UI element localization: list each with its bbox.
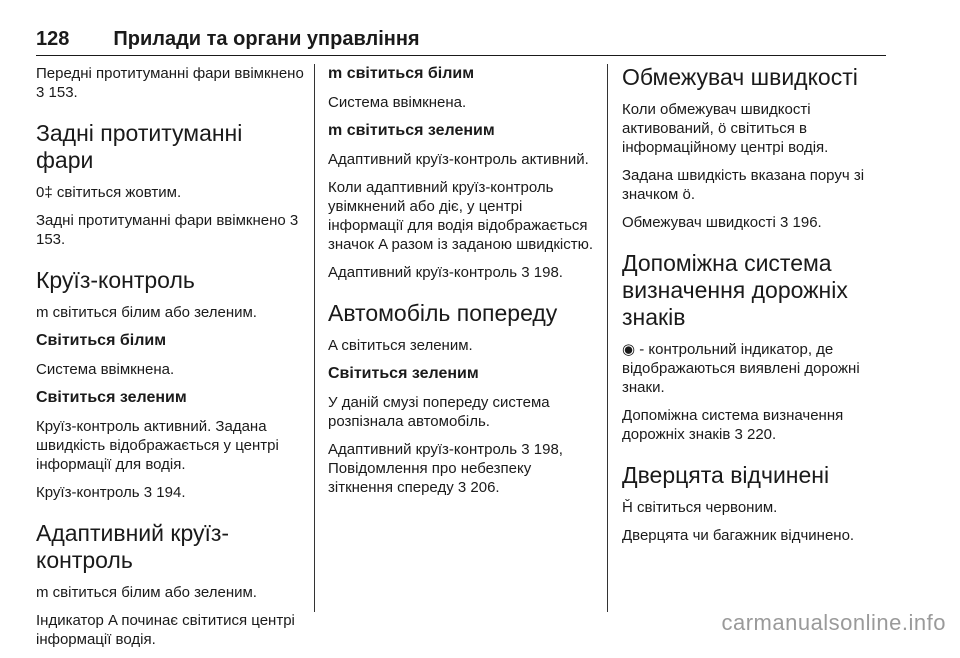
text-run: 196. xyxy=(792,214,822,231)
section-heading-adaptive: Адаптивний круїз-контроль xyxy=(36,520,230,573)
column-divider xyxy=(607,64,608,612)
text-run: - контрольний індикатор, де відображаються виявлені дорожні знаки. xyxy=(622,341,860,396)
page-ref-arrow-icon: 3 xyxy=(521,441,530,458)
text-run: 198. xyxy=(533,264,563,281)
paragraph: Система ввімкнена. xyxy=(36,361,175,378)
text-run: Адаптивний круїз-контроль xyxy=(328,441,518,458)
cruise-control-icon: m xyxy=(36,304,49,321)
text-run: Допоміжна система визначення дорожніх знаків xyxy=(622,407,844,443)
speed-limiter-icon: ö xyxy=(718,120,727,137)
text-run: Круїз-контроль xyxy=(36,484,140,501)
vehicle-ahead-icon: A xyxy=(378,236,388,253)
door-open-icon: Ȟ xyxy=(622,499,633,516)
section-heading-traffic-signs: Допоміжна система визначення дорожніх знаків xyxy=(622,250,848,330)
column-3 xyxy=(622,64,890,554)
text-run: світиться білим або зеленим. xyxy=(52,304,257,321)
subheading-white xyxy=(328,64,598,84)
watermark: carmanualsonline.info xyxy=(721,610,946,635)
text-run: 220. xyxy=(746,426,777,443)
section-heading-cruise: Круїз-контроль xyxy=(36,267,195,293)
cruise-control-icon: m xyxy=(36,584,49,601)
subheading-white: Світиться білим xyxy=(36,332,167,349)
paragraph xyxy=(622,498,890,517)
section-heading-limiter: Обмежувач швидкості xyxy=(622,64,858,90)
paragraph: Адаптивний круїз-контроль активний. xyxy=(328,151,589,168)
page-ref-arrow-icon: 3 xyxy=(521,264,530,281)
paragraph xyxy=(36,611,306,649)
page-ref-arrow-icon: 3 xyxy=(457,479,467,496)
text-run: Повідомлення про небезпеку зіткнення спереду xyxy=(328,460,532,496)
text-run: світиться в інформаційному центрі водія. xyxy=(622,120,829,156)
rear-fog-icon: 0‡ xyxy=(36,184,53,201)
paragraph xyxy=(36,211,306,249)
text-run: 194. xyxy=(156,484,186,501)
page-ref-arrow-icon: 3 xyxy=(780,214,789,231)
text-run: . xyxy=(690,186,696,203)
subheading-green xyxy=(328,121,598,141)
column-2 xyxy=(328,64,598,506)
page-number: 128 xyxy=(36,28,70,50)
subheading-green: Світиться зеленим xyxy=(36,389,187,406)
cruise-control-icon: m xyxy=(328,65,343,82)
paragraph xyxy=(622,166,890,204)
text-run: 153. xyxy=(36,231,66,248)
paragraph xyxy=(622,213,890,232)
paragraph xyxy=(36,183,306,202)
paragraph: Система ввімкнена. xyxy=(328,94,467,111)
subheading-green: Світиться зеленим xyxy=(328,365,479,382)
paragraph xyxy=(328,178,598,254)
page-title: Прилади та органи управління xyxy=(113,28,420,50)
column-divider xyxy=(314,64,315,612)
text-run: світиться жовтим. xyxy=(56,184,182,201)
paragraph xyxy=(328,440,598,497)
paragraph xyxy=(36,64,306,102)
paragraph: Круїз-контроль активний. Задана швидкість відображається у центрі інформації для водія. xyxy=(36,418,279,473)
text-run: світиться білим xyxy=(346,65,475,82)
page-ref-arrow-icon: 3 xyxy=(289,212,299,229)
paragraph: Дверцята чи багажник відчинено. xyxy=(622,527,855,544)
text-run: 206. xyxy=(470,479,500,496)
page-ref-arrow-icon: 3 xyxy=(143,484,153,501)
text-run: світиться зеленим xyxy=(346,122,495,139)
traffic-sign-icon: ◉ xyxy=(622,341,636,358)
vehicle-ahead-icon: A xyxy=(328,337,338,354)
paragraph xyxy=(622,406,890,444)
text-run: Адаптивний круїз-контроль xyxy=(328,264,518,281)
speed-limiter-icon: ö xyxy=(682,186,691,203)
text-run: світиться червоним. xyxy=(637,499,778,516)
section-heading-vehicle-ahead: Автомобіль попереду xyxy=(328,300,558,326)
paragraph xyxy=(622,100,890,157)
text-run: 153. xyxy=(48,84,78,101)
cruise-control-icon: m xyxy=(328,122,343,139)
text-run: світиться зеленим. xyxy=(341,337,473,354)
paragraph xyxy=(622,340,890,397)
paragraph xyxy=(328,263,598,282)
text-run: 198, xyxy=(533,441,563,458)
text-run: Коли адаптивний круїз-контроль увімкнений або діє, у центрі інформації для водія відображається значок xyxy=(328,179,588,253)
column-1 xyxy=(36,64,306,658)
text-run: разом із заданою швидкістю. xyxy=(391,236,594,253)
paragraph: У даній смузі попереду система розпізнала автомобіль. xyxy=(328,394,550,430)
section-heading-rear-fog: Задні протитуманні фари xyxy=(36,120,243,173)
text-run: починає світитися центрі інформації водія. xyxy=(36,612,295,648)
text-run: Індикатор xyxy=(36,612,104,629)
page-header xyxy=(36,26,886,56)
paragraph xyxy=(36,303,306,322)
paragraph xyxy=(36,583,306,602)
vehicle-ahead-icon: A xyxy=(108,612,118,629)
text-run: Обмежувач швидкості xyxy=(622,214,776,231)
text-run: Задні протитуманні фари ввімкнено xyxy=(36,212,286,229)
page-ref-arrow-icon: 3 xyxy=(36,84,45,101)
text-run: Задана швидкість вказана поруч зі значком xyxy=(622,167,865,203)
text-run: Передні протитуманні фари ввімкнено xyxy=(36,65,304,82)
text-run: світиться білим або зеленим. xyxy=(52,584,257,601)
section-heading-doors: Дверцята відчинені xyxy=(622,462,830,488)
text-run: Коли обмежувач швидкості активований, xyxy=(622,101,811,137)
paragraph xyxy=(328,336,598,355)
page-ref-arrow-icon: 3 xyxy=(734,426,743,443)
paragraph xyxy=(36,483,306,502)
